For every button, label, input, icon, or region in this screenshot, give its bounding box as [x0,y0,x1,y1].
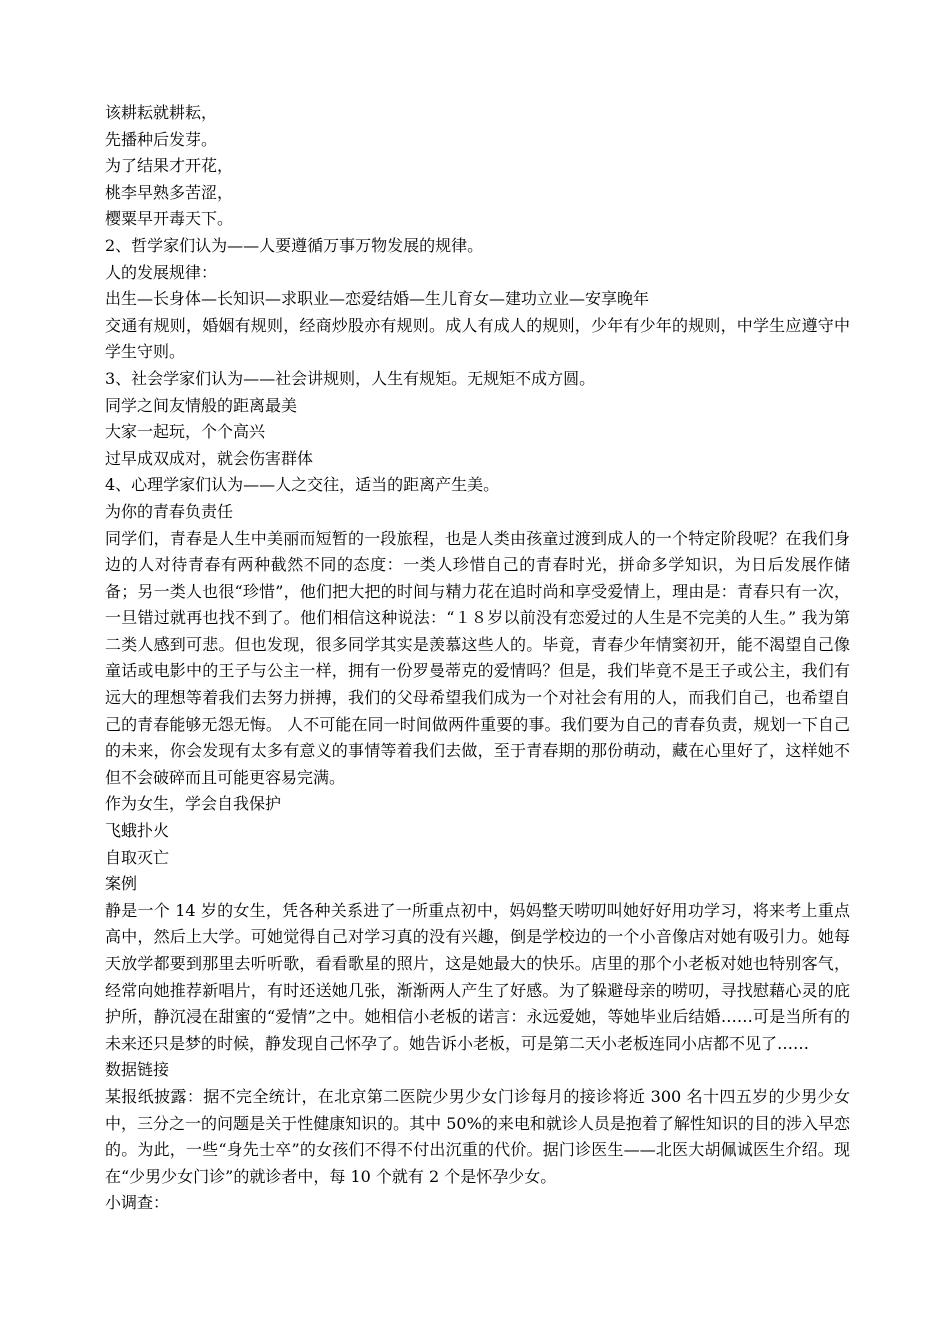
poem-line-1: 该耕耘就耕耘， [105,103,218,122]
case-paragraph: 静是一个 14 岁的女生，凭各种关系进了一所重点初中，妈妈整天唠叨叫她好好用功学习，将来考上重点高中，然后上大学。可她觉得自己对学习真的没有兴趣，倒是学校边的一个小音像店对她有吸引力。她每天放学都要到那里去听听歌，看看歌星的照片，这是她最大的快乐。店里的那个小老板对她也特别客气，经常向她推荐新唱片，有时还送她几张，渐渐两人产生了好感。为了躲避母亲的唠叨，寻找慰藉心灵的庇护所，静沉浸在甜蜜的“爱情”之中。她相信小老板的诺言：永远爱她，等她毕业后结婚……可是当所有的未来还只是梦的时候，静发现自己怀孕了。她告诉小老板，可是第二天小老板连同小店都不见了…… [105,900,850,1053]
document-page [105,100,850,1217]
psychology-heading: 4、心理学家们认为——人之交往，适当的距离产生美。 [105,475,500,495]
friendship-line-1: 同学之间友情般的距离最美 [105,395,298,415]
idiom-1: 飞蛾扑火 [105,821,170,841]
philosophy-heading: 2、哲学家们认为——人要遵循万事万物发展的规律。 [105,235,484,255]
rules-paragraph: 交通有规则，婚姻有规则，经商炒股亦有规则。成人有成人的规则，少年有少年的规则，中学生应遵守中学生守则。 [105,315,850,362]
sociology-heading: 3、社会学家们认为——社会讲规则，人生有规矩。无规矩不成方圆。 [105,368,596,388]
poem-line-4: 桃李早熟多苦涩， [105,182,234,202]
rule-chain: 出生—长身体—长知识—求职业—恋爱结婚—生儿育女—建功立业—安享晚年 [105,289,650,309]
youth-paragraph: 同学们，青春是人生中美丽而短暂的一段旅程，也是人类由孩童过渡到成人的一个特定阶段呢？在我们身边的人对待青春有两种截然不同的态度：一类人珍惜自己的青春时光，拼命多学知识，为日后发展作储备；另一类人也很“珍惜”，他们把大把的时间与精力花在追时尚和享受爱情上，理由是：青春只有一次，一旦错过就再也找不到了。他们相信这种说法：“１８岁以前没有恋爱过的人生是不完美的人生。” 我为第二类人感到可悲。但也发现，很多同学其实是羡慕这些人的。毕竟，青春少年情窦初开，能不渴望自己像童话或电影中的王子与公主一样，拥有一份罗曼蒂克的爱情吗？但是，我们毕竟不是王子或公主，我们有远大的理想等着我们去努力拼搏，我们的父母希望我们成为一个对社会有用的人，而我们自己，也希望自己的青春能够无怨无悔。 人不可能在同一时间做两件重要的事。我们要为自己的青春负责，规划一下自己的未来，你会发现有太多有意义的事情等着我们去做，至于青春期的那份萌动，藏在心里好了，这样她不但不会破碎而且可能更容易完满。 [105,528,850,787]
girls-title: 作为女生，学会自我保护 [105,794,282,814]
friendship-line-2: 大家一起玩，个个高兴 [105,422,266,442]
survey-title: 小调查： [105,1193,170,1213]
friendship-line-3: 过早成双成对，就会伤害群体 [105,448,314,468]
rule-title: 人的发展规律： [105,262,218,282]
poem-line-3: 为了结果才开花， [105,156,234,176]
poem-line-2: 先播种后发芽。 [105,129,218,149]
youth-title: 为你的青春负责任 [105,501,234,521]
data-paragraph: 某报纸披露：据不完全统计，在北京第二医院少男少女门诊每月的接诊将近 300 名十四五岁的少男少女中，三分之一的问题是关于性健康知识的。其中 50%的来电和就诊人员是抱着了解性知识的目的涉入早恋的。为此，一些“身先士卒”的女孩们不得不付出沉重的代价。据门诊医生——北医大胡佩诚医生介绍。现在“少男少女门诊”的就诊者中，每 10 个就有 2 个是怀孕少女。 [105,1086,850,1186]
data-title: 数据链接 [105,1060,170,1080]
idiom-2: 自取灭亡 [105,847,170,867]
case-title: 案例 [105,874,138,894]
poem-line-5: 樱粟早开毒天下。 [105,209,234,229]
